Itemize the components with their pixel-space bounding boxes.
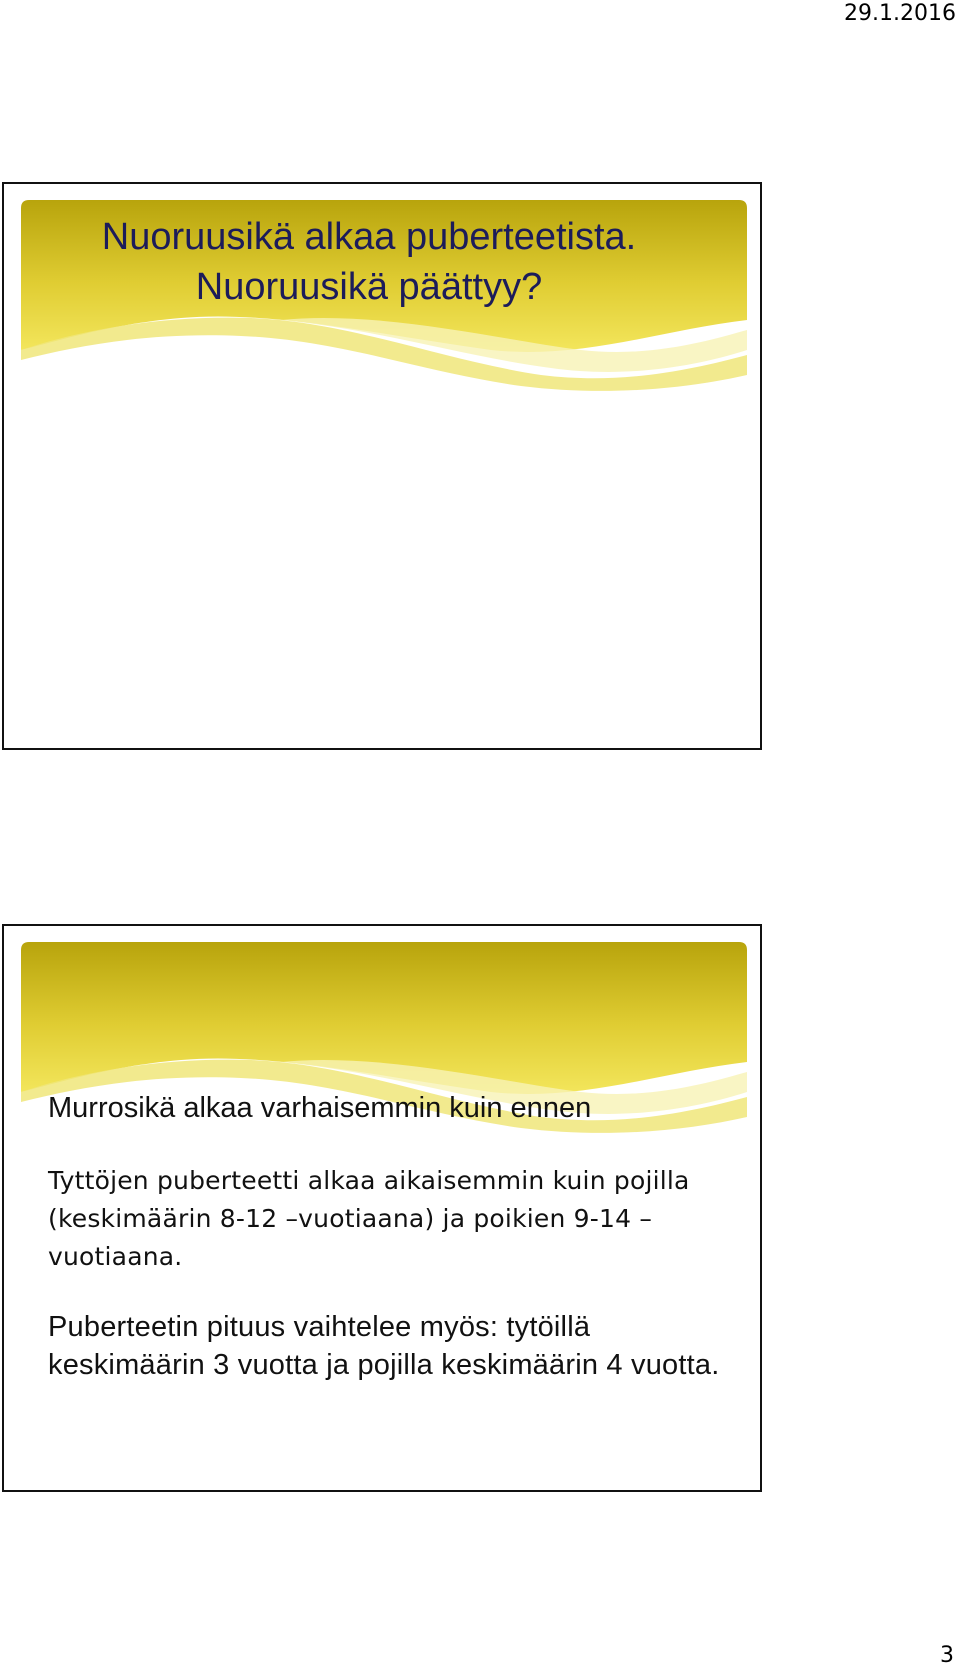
slide-2-heading: Murrosikä alkaa varhaisemmin kuin ennen (48, 1092, 592, 1124)
slide-2-paragraph-2: Puberteetin pituus vaihtelee myös: tytöillä keskimäärin 3 vuotta ja pojilla keskimäärin 4 vuotta. (48, 1311, 720, 1381)
slide-2-paragraph-1: Tyttöjen puberteetti alkaa aikaisemmin kuin pojilla (keskimäärin 8-12 –vuotiaana) ja poikien 9-14 –vuotiaana. (48, 1166, 690, 1271)
page-date: 29.1.2016 (844, 1, 956, 26)
slide-1-title-line-2: Nuoruusikä päättyy? (195, 266, 543, 308)
slide-1 (2, 182, 762, 750)
page-number: 3 (940, 1643, 954, 1668)
slide-1-title-line-1: Nuoruusikä alkaa puberteetista. (101, 216, 637, 258)
slide-2-body (48, 1090, 738, 1416)
slide-2 (2, 924, 762, 1492)
slide-1-title (34, 212, 704, 312)
